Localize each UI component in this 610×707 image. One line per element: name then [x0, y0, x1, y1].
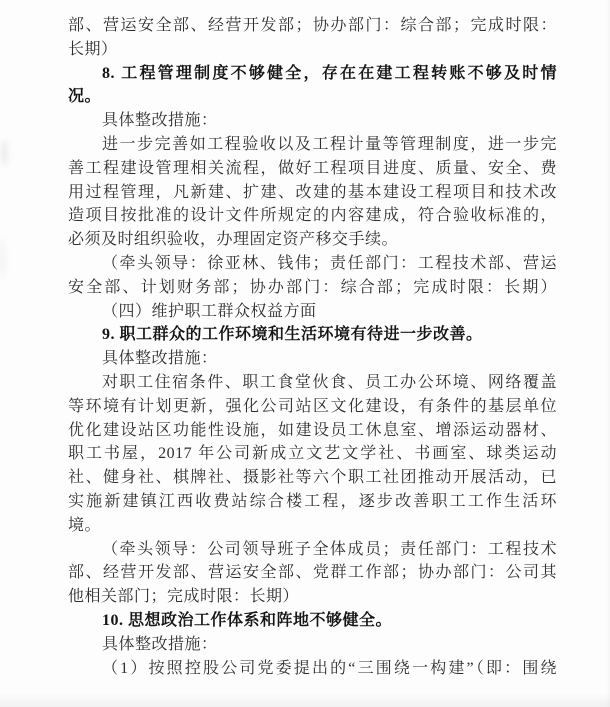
paragraph-line: 对职工住宿条件、职工食堂伙食、员工办公环境、网络覆盖 [102, 373, 557, 391]
measures-label: 具体整改措施： [102, 112, 218, 130]
paragraph-line: 境。 [68, 516, 102, 534]
paragraph-line: 造项目按批准的设计文件所规定的内容建成，符合验收标准的， [68, 207, 557, 225]
responsibility-note: （牵头领导：徐亚林、钱伟；责任部门：工程技术部、营运 [102, 254, 557, 272]
text-line-continuation: 长期） [68, 40, 118, 58]
document-body [68, 14, 557, 680]
responsibility-note: 安全部、计划财务部；协办部门：综合部；完成时限：长期） [68, 278, 557, 296]
section-heading-4: （四）维护职工群众权益方面 [102, 302, 317, 320]
paragraph-line: 实施新建镇江西收费站综合楼工程，逐步改善职工工作生活环 [68, 492, 557, 510]
measures-label: 具体整改措施： [102, 635, 218, 653]
paragraph-line: 必须及时组织验收，办理固定资产移交手续。 [68, 231, 399, 249]
scan-edge-shadow [0, 693, 610, 707]
paragraph-line: 等环境有计划更新，强化公司站区文化建设，有条件的基层单位 [68, 397, 557, 415]
heading-item-8-wrap: 况。 [68, 88, 102, 106]
responsibility-note: 他相关部门；完成时限：长期） [68, 588, 300, 606]
paragraph-line: 社、健身社、棋牌社、摄影社等六个职工社团推动开展活动，已 [68, 469, 557, 487]
scan-smudge [0, 238, 5, 278]
scan-edge-shadow [606, 0, 610, 707]
text-line-continuation: 部、营运安全部、经营开发部；协办部门：综合部；完成时限： [68, 17, 557, 34]
responsibility-note: （牵头领导：公司领导班子全体成员；责任部门：工程技术 [102, 540, 557, 558]
responsibility-note: 部、经营开发部、营运安全部、党群工作部；协办部门：公司其 [68, 564, 557, 582]
paragraph-line: 进一步完善如工程验收以及工程计量等管理制度，进一步完 [102, 135, 557, 153]
paragraph-line: 用过程管理，凡新建、扩建、改建的基本建设工程项目和技术改 [68, 183, 557, 201]
paragraph-line: 职工书屋，2017 年公司新成立文艺文学社、书画室、球类运动 [68, 445, 557, 463]
measures-label: 具体整改措施： [102, 350, 218, 368]
scan-smudge [1, 140, 8, 166]
paragraph-line: 善工程建设管理相关流程，做好工程项目进度、质量、安全、费 [68, 159, 557, 177]
heading-item-10: 10. 思想政治工作体系和阵地不够健全。 [102, 611, 393, 629]
paragraph-line: （1）按照控股公司党委提出的“三围绕一构建”（即：围绕 [102, 659, 557, 677]
paragraph-line: 优化建设站区功能性设施，如建设员工休息室、增添运动器材、 [68, 421, 557, 439]
heading-item-9: 9. 职工群众的工作环境和生活环境有待进一步改善。 [102, 326, 483, 344]
heading-item-8: 8. 工程管理制度不够健全，存在在建工程转账不够及时情 [102, 64, 557, 82]
